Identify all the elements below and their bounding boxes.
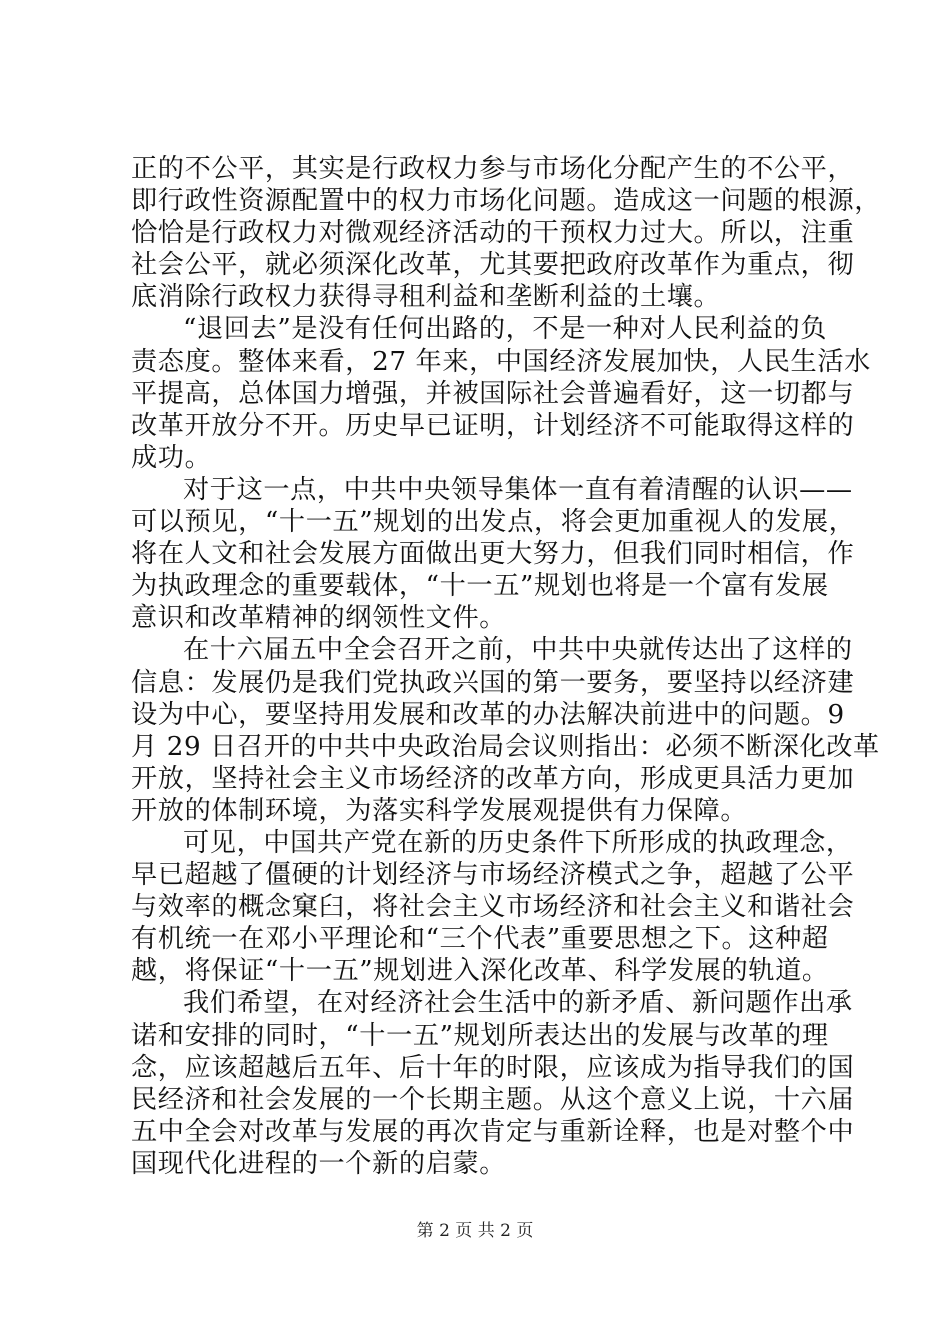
paragraph-first-line: 可见，中国共产党在新的历史条件下所形成的执政理念， — [183, 827, 853, 858]
text-line: 设为中心，要坚持用发展和改革的办法解决前进中的问题。9 — [131, 699, 845, 730]
text-line: 有机统一在邓小平理论和“三个代表”重要思想之下。这种超 — [131, 924, 829, 955]
text-line: 念，应该超越后五年、后十年的时限，应该成为指导我们的国 — [131, 1052, 855, 1083]
text-line: 即行政性资源配置中的权力市场化问题。造成这一问题的根源， — [131, 186, 882, 217]
paragraph-first-line: 在十六届五中全会召开之前，中共中央就传达出了这样的 — [183, 635, 853, 666]
text-line: 信息：发展仍是我们党执政兴国的第一要务，要坚持以经济建 — [131, 667, 855, 698]
text-line: 社会公平，就必须深化改革，尤其要把政府改革作为重点，彻 — [131, 250, 855, 281]
text-line: 民经济和社会发展的一个长期主题。从这个意义上说，十六届 — [131, 1084, 855, 1115]
text-line: 改革开放分不开。历史早已证明，计划经济不可能取得这样的 — [131, 410, 855, 441]
text-line: 早已超越了僵硬的计划经济与市场经济模式之争，超越了公平 — [131, 860, 855, 891]
text-line: 将在人文和社会发展方面做出更大努力，但我们同时相信，作 — [131, 539, 855, 570]
paragraph-first-line: “退回去”是没有任何出路的，不是一种对人民利益的负 — [183, 314, 828, 345]
paragraph-first-line: 对于这一点，中共中央领导集体一直有着清醒的认识—— — [183, 474, 853, 505]
page-footer: 第 2 页 共 2 页 — [416, 1221, 534, 1241]
text-line: 成功。 — [131, 442, 212, 473]
text-line: 恰恰是行政权力对微观经济活动的干预权力过大。所以，注重 — [131, 218, 855, 249]
text-line: 可以预见，“十一五”规划的出发点，将会更加重视人的发展， — [131, 507, 856, 538]
text-line: 平提高，总体国力增强，并被国际社会普遍看好，这一切都与 — [131, 378, 855, 409]
text-line: 正的不公平，其实是行政权力参与市场化分配产生的不公平， — [131, 154, 855, 184]
text-line: 开放，坚持社会主义市场经济的改革方向，形成更具活力更加 — [131, 763, 855, 794]
text-line: 与效率的概念窠臼，将社会主义市场经济和社会主义和谐社会 — [131, 892, 855, 923]
text-line: 诺和安排的同时，“十一五”规划所表达出的发展与改革的理 — [131, 1020, 829, 1051]
text-line: 开放的体制环境，为落实科学发展观提供有力保障。 — [131, 795, 748, 826]
text-line: 越，将保证“十一五”规划进入深化改革、科学发展的轨道。 — [131, 956, 829, 987]
text-line: 为执政理念的重要载体，“十一五”规划也将是一个富有发展 — [131, 571, 829, 602]
text-line: 意识和改革精神的纲领性文件。 — [131, 603, 507, 634]
text-line: 月 29 日召开的中共中央政治局会议则指出：必须不断深化改革 — [131, 731, 880, 762]
document-body — [131, 153, 882, 1180]
text-line: 底消除行政权力获得寻租利益和垄断利益的土壤。 — [131, 282, 721, 313]
text-line: 五中全会对改革与发展的再次肯定与重新诠释，也是对整个中 — [131, 1116, 855, 1147]
paragraph-first-line: 我们希望，在对经济社会生活中的新矛盾、新问题作出承 — [183, 988, 853, 1019]
text-line: 责态度。整体来看，27 年来，中国经济发展加快，人民生活水 — [131, 346, 871, 377]
text-line: 国现代化进程的一个新的启蒙。 — [131, 1148, 507, 1179]
